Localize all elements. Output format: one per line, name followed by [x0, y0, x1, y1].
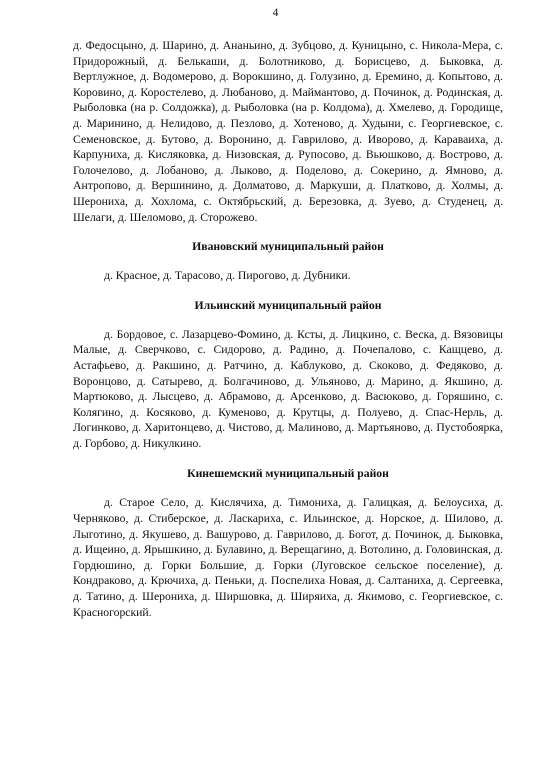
page-content	[73, 38, 503, 620]
section-heading-ilyinsky: Ильинский муниципальный район	[194, 298, 382, 312]
section-heading-ivanovsky: Ивановский муниципальный район	[192, 240, 384, 254]
page-number: 4	[272, 7, 279, 19]
section-heading-kineshemsky: Кинешемский муниципальный район	[187, 467, 389, 481]
section-text-kineshemsky: д. Старое Село, д. Кислячиха, д. Тимониха, д. Галицкая, д. Белоусиха, д. Черняково, д. Стиберское, д. Ласкариха, с. Ильинское, д. Норское, д. Шилово, д. Лыготино, д. Якушево, д. Вашурово, д. Гаврилово, д. Богот, д. Починок, д. Быковка, д. Ищеино, д. Ярышкино, д. Булавино, д. Верещагино, д. Вотолино, д. Головинская, д. Гордюшино, д. Горки Большие, д. Горки (Луговское сельское поселение), д. Кондраково, д. Крючиха, д. Пеньки, д. Поспелиха Новая, д. Салтаниха, д. Сергеевка, д. Татино, д. Шерониха, д. Ширшовка, д. Ширяиха, д. Якимово, с. Георгиевское, с. Красногорский.	[73, 496, 503, 619]
section-text-ilyinsky: д. Бордовое, с. Лазарцево-Фомино, д. Ксты, д. Лицкино, с. Веска, д. Вязовицы Малые, д. Сверчково, с. Сидорово, д. Радино, д. Почепалово, с. Кащцево, д. Астафьево, д. Ракшино, д. Ратчино, д. Каблуково, д. Скоково, д. Федяково, д. Воронцово, д. Сатырево, д. Болгачиново, д. Ульяново, д. Марино, д. Якшино, д. Мартюково, д. Лысцево, д. Абрамово, д. Арсенково, д. Васюково, д. Горяшино, с. Колягино, д. Косяково, д. Куменово, д. Крутцы, д. Полуево, д. Спас-Нерль, д. Логинково, д. Харитонцево, д. Чистово, д. Малиново, д. Мартьяново, д. Пустобоярка, д. Горбово, д. Никулкино.	[73, 327, 503, 450]
section-text-ivanovsky: д. Красное, д. Тарасово, д. Пирогово, д. Дубники.	[104, 269, 351, 283]
intro-paragraph: д. Федосцыно, д. Шарино, д. Ананьино, д. Зубцово, д. Куницыно, с. Никола-Мера, с. Придорожный, д. Белькаши, д. Болотниково, д. Борисцево, д. Быковка, д. Вертлужное, д. Водомерово, д. Ворокшино, д. Голузино, д. Еремино, д. Копытово, д. Коровино, д. Коростелево, д. Любаново, д. Маймантово, д. Починок, д. Родинская, д. Рыболовка (на р. Солдожка), д. Рыболовка (на р. Колдома), д. Хмелево, д. Городище, д. Маринино, д. Нелидово, д. Пезлово, д. Хотеново, д. Худыни, с. Георгиевское, с. Семеновское, д. Бутово, д. Воронино, д. Гаврилово, д. Иворово, д. Караваиха, д. Карпуниха, д. Кисляковка, д. Низовская, д. Рупосово, д. Вьюшково, д. Вострово, д. Голочелово, д. Лобаново, д. Лыково, д. Поделово, д. Сокерино, д. Ямново, д. Антропово, д. Вершинино, д. Долматово, д. Маркуши, д. Платково, д. Холмы, д. Шерониха, д. Хохлома, с. Октябрьский, д. Березовка, д. Зуево, д. Студенец, д. Шелаги, д. Шеломово, д. Сторожево.	[73, 39, 503, 224]
